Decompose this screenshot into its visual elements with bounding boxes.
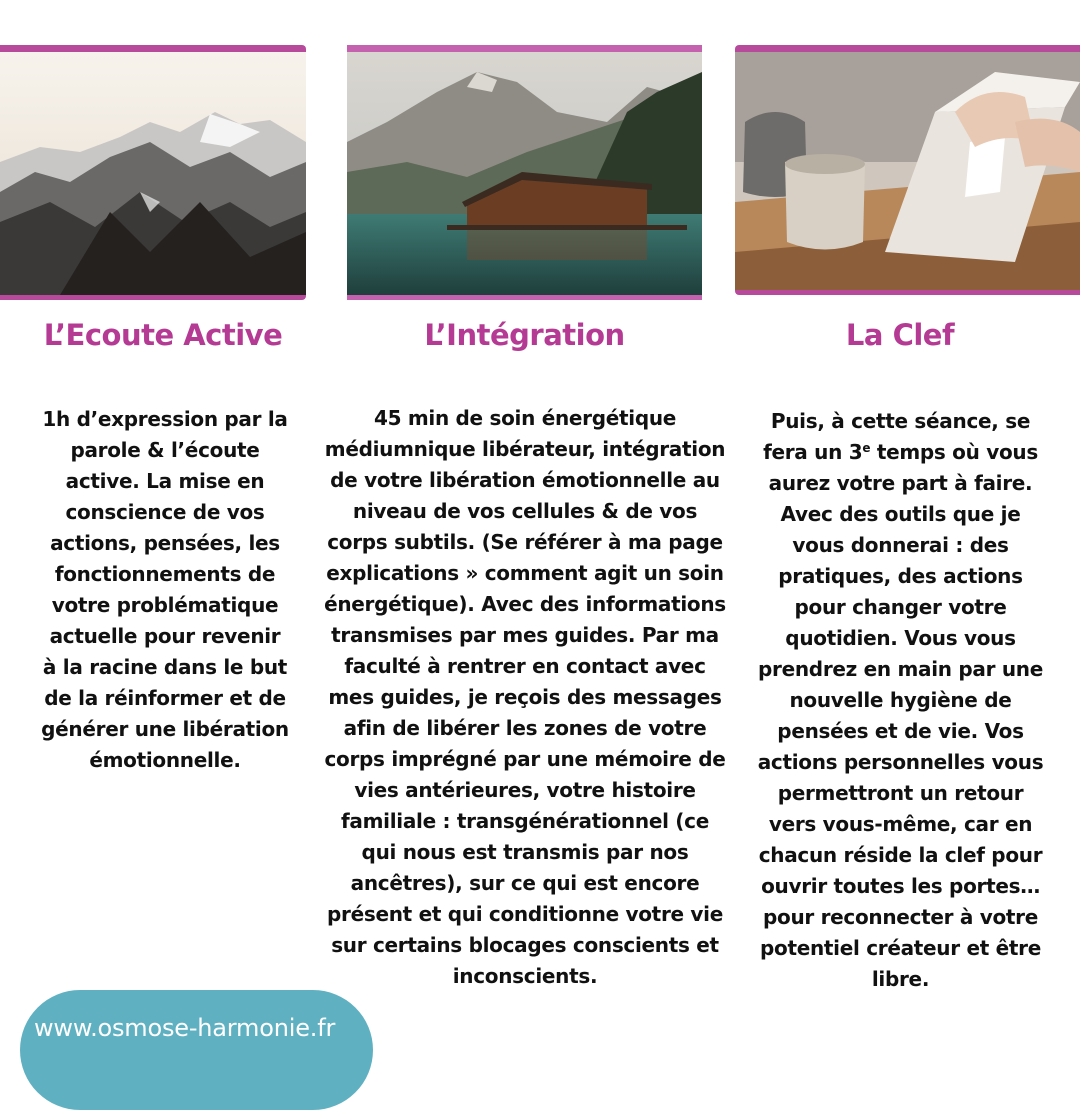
column-description-ecoute-active: 1h d’expression par la parole & l’écoute active. La mise en conscience de vos actions, pensées, les fonctionnements de votre problématique actuelle pour revenir à la racine dans le but de la réinformer et de générer une libération émotionnelle.	[41, 407, 289, 772]
column-title-ecoute-active: L’Ecoute Active	[43, 318, 283, 352]
description-part: Puis, à cette séance, se fera un 3	[763, 409, 1031, 464]
ordinal-superscript: e	[862, 441, 871, 455]
website-url[interactable]: www.osmose-harmonie.fr	[34, 1014, 336, 1042]
column-title-integration: L’Intégration	[424, 318, 625, 352]
mountain-photo	[0, 45, 306, 300]
description-part: temps où vous aurez votre part à faire. Avec des outils que je vous donnerai : des pratiques, des actions pour changer votre quotidien. Vous vous prendrez en main par une nouvelle hygiène de pensées et de vie. Vos actions personnelles vous permettront un retour vers vous-même, car en chacun réside la clef pour ouvrir toutes les portes… pour reconnecter à votre potentiel créateur et être libre.	[757, 440, 1044, 991]
lake-cabin-photo	[347, 45, 702, 300]
website-pill	[20, 990, 373, 1110]
column-title-la-clef: La Clef	[845, 318, 955, 352]
tea-book-photo	[735, 45, 1080, 295]
column-description-integration: 45 min de soin énergétique médiumnique libérateur, intégration de votre libération émotionnelle au niveau de vos cellules & de vos corps subtils. (Se référer à ma page explications » comment agit un soin énergétique). Avec des informations transmises par mes guides. Par ma faculté à rentrer en contact avec mes guides, je reçois des messages afin de libérer les zones de votre corps imprégné par une mémoire de vies antérieures, votre histoire familiale : transgénérationnel (ce qui nous est transmis par nos ancêtres), sur ce qui est encore présent et qui conditionne votre vie sur certains blocages conscients et inconscients.	[324, 406, 726, 988]
column-description-la-clef	[752, 406, 1049, 995]
